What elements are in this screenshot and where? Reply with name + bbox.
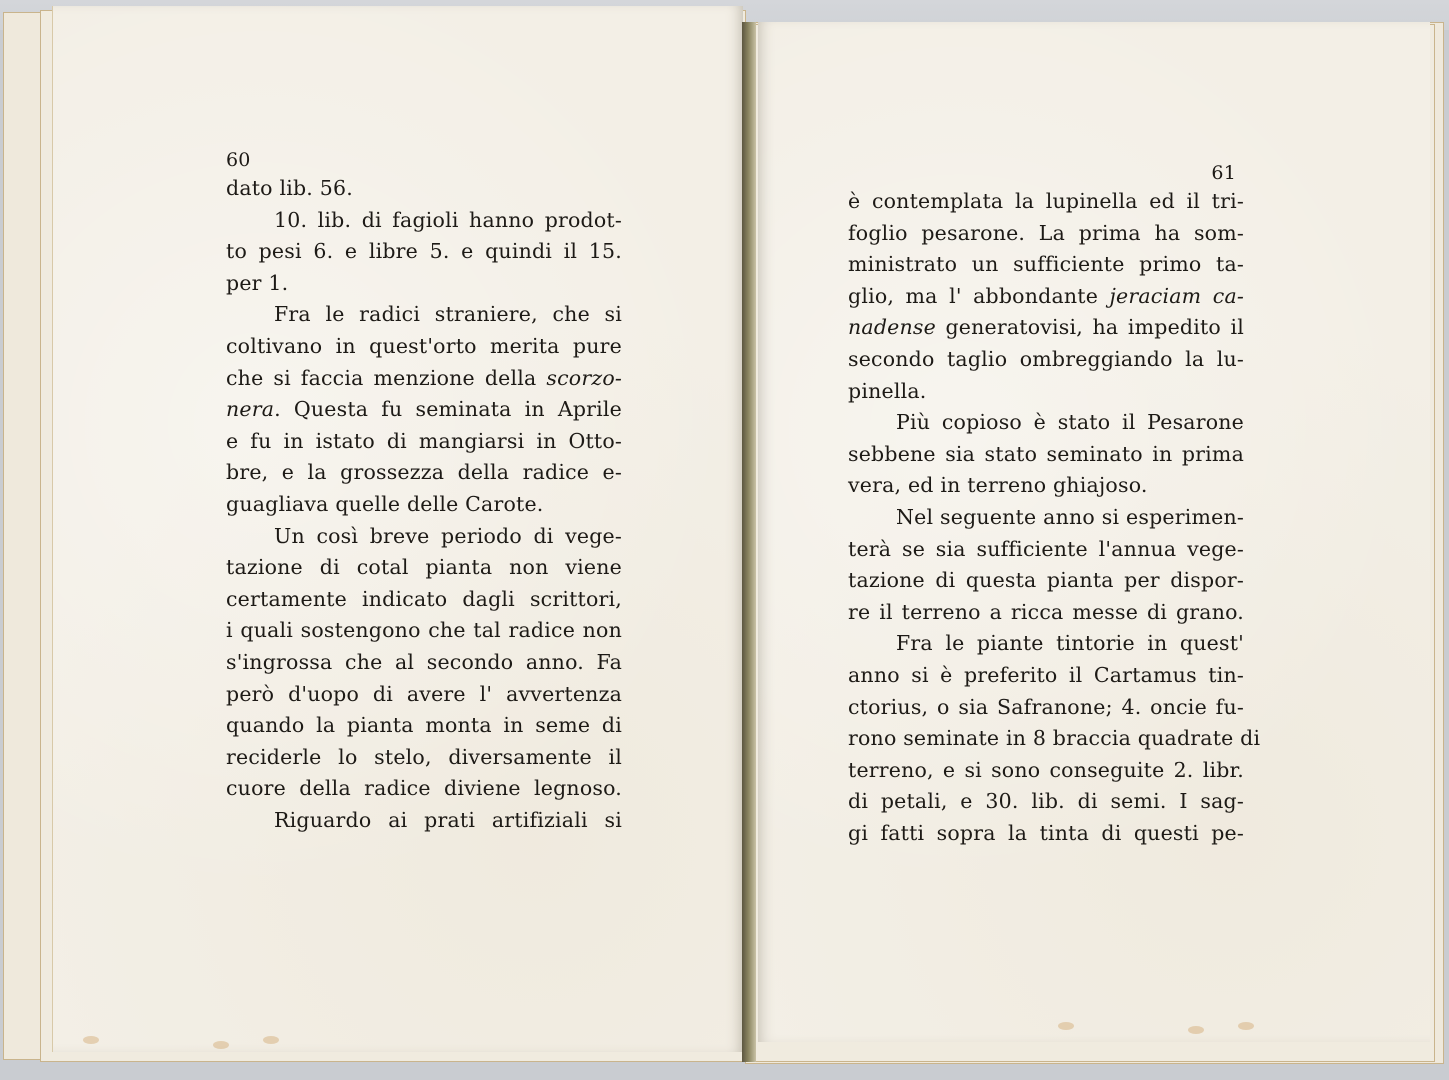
text-line: reciderle lo stelo, diversamente il — [226, 744, 622, 769]
text-line: foglio pesarone. La prima ha som- — [848, 220, 1244, 245]
right-page-lines — [848, 186, 1261, 849]
text-line: i quali sostengono che tal radice non — [226, 618, 622, 643]
text-line: nera. Questa fu seminata in Aprile — [226, 397, 622, 422]
text-line: è contemplata la lupinella ed il tri- — [848, 189, 1244, 213]
text-line: terà se sia sufficiente l'annua vege- — [848, 536, 1244, 561]
text-line: bre, e la grossezza della radice e- — [226, 460, 622, 485]
text-line: glio, ma l' abbondante jeraciam ca- — [848, 283, 1244, 308]
text-line: Fra le piante tintorie in quest' — [896, 631, 1244, 656]
text-line: di petali, e 30. lib. di semi. I sag- — [848, 789, 1244, 814]
text-line: che si faccia menzione della scorzo- — [226, 365, 622, 390]
text-line: però d'uopo di avere l' avvertenza — [226, 681, 622, 706]
text-line: Fra le radici straniere, che si — [274, 302, 622, 327]
text-line: 10. lib. di fagioli hanno prodot- — [274, 207, 622, 232]
text-line: vera, ed in terreno ghiajoso. — [848, 473, 1148, 498]
text-line: s'ingrossa che al secondo anno. Fa — [226, 649, 622, 674]
page-number-right: 61 — [1211, 162, 1236, 184]
foxing-stain — [1058, 1022, 1074, 1030]
text-line: sebbene sia stato seminato in prima — [848, 441, 1244, 466]
text-line: Un così breve periodo di vege- — [274, 523, 622, 548]
book-gutter — [742, 22, 756, 1062]
foxing-stain — [213, 1041, 229, 1049]
text-line: ctorius, o sia Safranone; 4. oncie fu- — [848, 694, 1244, 719]
text-line: cuore della radice diviene legnoso. — [226, 776, 622, 801]
text-line: terreno, e si sono conseguite 2. libr. — [848, 757, 1244, 782]
foxing-stain — [83, 1036, 99, 1044]
text-line: tazione di questa pianta per dispor- — [848, 568, 1244, 593]
text-line: secondo taglio ombreggiando la lu- — [848, 346, 1244, 371]
left-page-lines — [226, 173, 622, 836]
text-line: certamente indicato dagli scrittori, — [226, 586, 622, 611]
text-line: coltivano in quest'orto merita pure — [226, 333, 622, 358]
text-line: re il terreno a ricca messe di grano. — [848, 599, 1244, 624]
text-line: gi fatti sopra la tinta di questi pe- — [848, 820, 1244, 845]
left-page-text — [226, 147, 622, 836]
text-line: Più copioso è stato il Pesarone — [896, 410, 1244, 435]
text-line: nadense generatovisi, ha impedito il — [848, 315, 1244, 340]
text-line: e fu in istato di mangiarsi in Otto- — [226, 428, 622, 453]
text-line: dato lib. 56. — [226, 176, 353, 200]
text-line: anno si è preferito il Cartamus tin- — [848, 662, 1244, 687]
text-line: pinella. — [848, 378, 927, 403]
text-line: Riguardo ai prati artifiziali si — [274, 807, 622, 832]
text-line: rono seminate in 8 braccia quadrate di — [848, 726, 1261, 751]
text-line: guagliava quelle delle Carote. — [226, 491, 544, 516]
foxing-stain — [1238, 1022, 1254, 1030]
text-line: to pesi 6. e libre 5. e quindi il 15. — [226, 239, 622, 264]
text-line: per 1. — [226, 270, 289, 295]
foxing-stain — [1188, 1026, 1204, 1034]
text-line: ministrato un sufficiente primo ta- — [848, 252, 1244, 277]
page-number-left: 60 — [226, 149, 251, 171]
foxing-stain — [263, 1036, 279, 1044]
text-line: Nel seguente anno si esperimen- — [896, 504, 1244, 529]
right-page-text — [848, 160, 1261, 849]
text-line: tazione di cotal pianta non viene — [226, 555, 622, 580]
text-line: quando la pianta monta in seme di — [226, 713, 622, 738]
